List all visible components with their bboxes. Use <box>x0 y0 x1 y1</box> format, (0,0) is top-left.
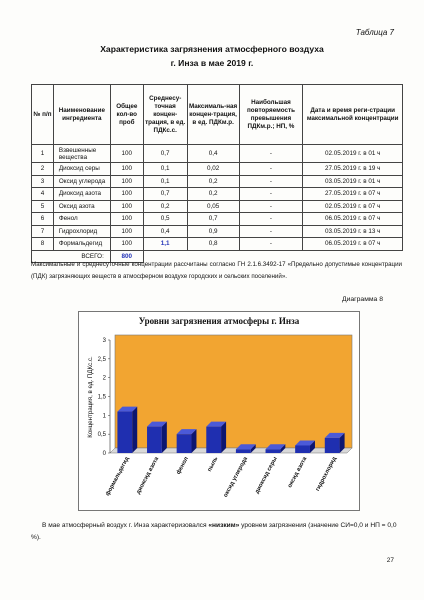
y-tick-label: 3 <box>102 338 106 344</box>
cell-date: 02.05.2019 г. в 07 ч <box>303 200 403 213</box>
cell-np: - <box>239 145 303 163</box>
bar-side <box>221 422 226 453</box>
cell-np: - <box>239 200 303 213</box>
cell-count: 100 <box>110 188 143 201</box>
cell-name: Диоксид серы <box>53 163 110 176</box>
x-tick-label: пыль <box>206 456 220 473</box>
cell-num: 3 <box>32 175 54 188</box>
cell-max: 0,2 <box>187 188 239 201</box>
cell-max: 0,02 <box>187 163 239 176</box>
y-axis-label: Концентрация, в ед. ПДКс.с. <box>87 356 94 438</box>
cell-count: 100 <box>110 238 143 251</box>
cell-num: 4 <box>32 188 54 201</box>
cell-np: - <box>239 163 303 176</box>
x-tick-label: оксид азота <box>287 456 309 489</box>
chart-title: Уровни загрязнения атмосферы г. Инза <box>138 316 300 326</box>
pollution-level-word: «низким» <box>208 522 240 529</box>
cell-avg: 0,5 <box>143 213 187 226</box>
y-tick-label: 2 <box>102 375 106 382</box>
bar <box>206 427 221 453</box>
cell-date: 03.05.2019 г. в 01 ч <box>303 175 403 188</box>
cell-avg: 0,2 <box>143 200 187 213</box>
methodology-note: Максимальные и среднесуточные концентрации рассчитаны согласно ГН 2.1.6.3492-17 «Предельно допустимые концентрации (ПДК) загрязняющих веществ в атмосферном воздухе городских и сельских поселений». <box>31 261 402 280</box>
cell-name: Формальдегид <box>53 238 110 251</box>
y-tick-label: 2,5 <box>97 356 106 363</box>
total-label: ВСЕГО: <box>32 250 111 263</box>
cell-np: - <box>239 213 303 226</box>
cell-date: 27.05.2019 г. в 07 ч <box>303 188 403 201</box>
x-tick-label: фенол <box>175 456 190 476</box>
y-tick-label: 1,5 <box>97 394 106 401</box>
table-row <box>32 225 403 238</box>
cell-max: 0,2 <box>187 175 239 188</box>
cell-max: 0,05 <box>187 200 239 213</box>
column-header: Наибольшая повторяемость превышения ПДКм.р.; НП, % <box>239 85 303 145</box>
cell-count: 100 <box>110 175 143 188</box>
x-tick-label: оксид углерода <box>222 456 250 499</box>
x-tick-label: гидрохлорид <box>314 456 338 493</box>
cell-num: 5 <box>32 200 54 213</box>
table-row <box>32 175 403 188</box>
column-header: Дата и время реги-страции максимальной концентрации <box>303 85 403 145</box>
diagram-number-label: Диаграмма 8 <box>341 296 383 303</box>
cell-date: 06.05.2019 г. в 07 ч <box>303 213 403 226</box>
conclusion-paragraph <box>31 520 402 543</box>
cell-name: Оксид углерода <box>53 175 110 188</box>
cell-avg: 1,1 <box>143 238 187 251</box>
cell-count: 100 <box>110 200 143 213</box>
cell-np: - <box>239 225 303 238</box>
table-row <box>32 238 403 251</box>
conclusion-text-end: уровнем загрязнения (значение СИ=0,0 и НП = 0,0 %). <box>31 522 397 541</box>
bar-side <box>162 422 167 453</box>
column-header: Общее кол-во проб <box>110 85 143 145</box>
cell-avg: 0,7 <box>143 145 187 163</box>
cell-name: Взвешенные вещества <box>53 145 110 163</box>
cell-np: - <box>239 175 303 188</box>
cell-avg: 0,7 <box>143 188 187 201</box>
bar <box>147 427 162 453</box>
cell-num: 6 <box>32 213 54 226</box>
cell-date: 03.05.2019 г. в 13 ч <box>303 225 403 238</box>
cell-num: 1 <box>32 145 54 163</box>
cell-count: 100 <box>110 213 143 226</box>
cell-max: 0,8 <box>187 238 239 251</box>
cell-date: 27.05.2019 г. в 19 ч <box>303 163 403 176</box>
bar <box>236 449 251 453</box>
cell-name: Диоксид азота <box>53 188 110 201</box>
table-title: Характеристика загрязнения атмосферного воздуха <box>100 44 324 54</box>
cell-count: 100 <box>110 163 143 176</box>
x-tick-label: диоксид азота <box>135 456 161 496</box>
column-header: Максималь-ная концен-трация, в ед. ПДКм.р. <box>187 85 239 145</box>
y-tick-label: 0 <box>102 451 106 457</box>
cell-name: Фенол <box>53 213 110 226</box>
pollution-table <box>31 84 403 263</box>
cell-num: 8 <box>32 238 54 251</box>
bar <box>295 445 310 453</box>
cell-num: 2 <box>32 163 54 176</box>
cell-name: Оксид азота <box>53 200 110 213</box>
cell-date: 02.05.2019 г. в 01 ч <box>303 145 403 163</box>
table-subtitle: г. Инза в мае 2019 г. <box>170 58 254 68</box>
bar-side <box>132 407 137 453</box>
cell-avg: 0,1 <box>143 163 187 176</box>
table-row <box>32 145 403 163</box>
column-header: № п/п <box>32 85 54 145</box>
cell-count: 100 <box>110 225 143 238</box>
cell-date: 06.05.2019 г. в 07 ч <box>303 238 403 251</box>
bar <box>177 434 192 453</box>
x-tick-label: диоксид серы <box>254 456 279 495</box>
page-number: 27 <box>386 557 394 564</box>
bar <box>266 449 281 453</box>
bar <box>325 438 340 453</box>
cell-name: Гидрохлорид <box>53 225 110 238</box>
cell-avg: 0,1 <box>143 175 187 188</box>
cell-np: - <box>239 238 303 251</box>
table-row <box>32 213 403 226</box>
table-header-row <box>32 85 403 145</box>
table-row <box>32 163 403 176</box>
pollution-bar-chart <box>78 311 360 511</box>
bar <box>117 412 132 453</box>
column-header: Среднесу-точная концен-трация, в ед. ПДКс.с. <box>143 85 187 145</box>
cell-count: 100 <box>110 145 143 163</box>
conclusion-text-start: В мае атмосферный воздух г. Инза характеризовался <box>42 522 209 529</box>
cell-max: 0,9 <box>187 225 239 238</box>
table-row <box>32 188 403 201</box>
plot-area <box>110 335 352 453</box>
table-row <box>32 200 403 213</box>
table-number-label: Таблица 7 <box>355 28 394 37</box>
total-value: 800 <box>110 250 143 263</box>
cell-num: 7 <box>32 225 54 238</box>
cell-max: 0,7 <box>187 213 239 226</box>
cell-max: 0,4 <box>187 145 239 163</box>
y-tick-label: 1 <box>102 413 106 420</box>
x-tick-label: формальдегид <box>104 456 131 498</box>
cell-np: - <box>239 188 303 201</box>
cell-avg: 0,4 <box>143 225 187 238</box>
column-header: Наименование ингредиента <box>53 85 110 145</box>
y-tick-label: 0,5 <box>97 432 106 439</box>
chart-floor <box>110 448 352 453</box>
